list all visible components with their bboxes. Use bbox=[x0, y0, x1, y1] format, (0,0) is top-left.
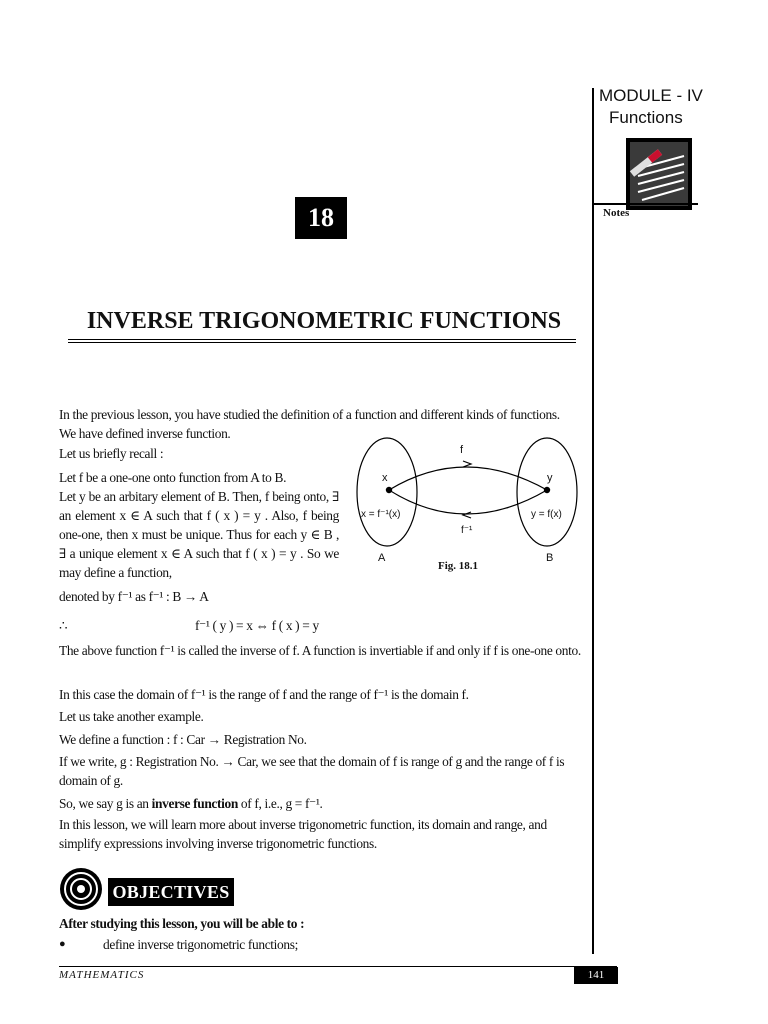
body-paragraph-2: In this case the domain of f⁻¹ is the range of f and the range of f⁻¹ is the domain f. bbox=[59, 687, 469, 702]
notes-pencil-icon bbox=[626, 138, 692, 210]
fig-label-f: f bbox=[460, 444, 464, 456]
fig-label-y-eq: y = f(x) bbox=[531, 509, 562, 520]
objectives-item-1: define inverse trigonometric functions; bbox=[103, 937, 298, 952]
body-paragraph-7: In this lesson, we will learn more about inverse trigonometric function, its domain and range, and simplify expressions involving inverse trigonometric functions. bbox=[59, 817, 547, 851]
figure-18-1 bbox=[355, 436, 585, 570]
p6-bold-term: inverse function bbox=[151, 796, 238, 811]
p6-text-post: of f, i.e., g = f⁻¹. bbox=[237, 796, 323, 811]
arrow-f bbox=[389, 467, 547, 490]
intro-line-4: Let f be a one-one onto function from A to B. bbox=[59, 470, 287, 485]
body-paragraph-3: Let us take another example. bbox=[59, 709, 204, 724]
arrow-f-inverse bbox=[389, 490, 547, 514]
intro-line-2: We have defined inverse function. bbox=[59, 426, 231, 441]
objectives-bullet: ● bbox=[59, 938, 66, 950]
title-underline-2 bbox=[68, 342, 576, 343]
therefore-symbol: ∴ bbox=[59, 618, 68, 633]
fig-label-x-eq: x = f⁻¹(x) bbox=[361, 509, 401, 520]
fig-label-x: x bbox=[382, 472, 388, 484]
inverse-equation: f⁻¹ ( y ) = x ⇔ f ( x ) = y bbox=[195, 618, 319, 633]
denoted-by-line: denoted by f⁻¹ as f⁻¹ : B → A bbox=[59, 589, 209, 604]
fig-label-f-inverse: f⁻¹ bbox=[461, 525, 473, 536]
notes-column-rule bbox=[592, 88, 594, 954]
body-paragraph-6 bbox=[59, 794, 322, 813]
fig-label-set-a: A bbox=[378, 552, 386, 564]
intro-line-1: In the previous lesson, you have studied the definition of a function and different kinds of functions. bbox=[59, 407, 560, 422]
objectives-heading: OBJECTIVES bbox=[108, 878, 234, 906]
notes-rule bbox=[594, 203, 698, 205]
page-number: 141 bbox=[574, 967, 618, 984]
body-paragraph-1: The above function f⁻¹ is called the inverse of f. A function is invertiable if and only if f is one-one onto. bbox=[59, 643, 581, 658]
footer-subject: MATHEMATICS bbox=[59, 969, 145, 981]
intro-line-3: Let us briefly recall : bbox=[59, 446, 164, 461]
objectives-target-icon bbox=[59, 867, 103, 911]
figure-caption: Fig. 18.1 bbox=[438, 560, 479, 572]
footer-rule bbox=[59, 966, 617, 967]
module-label: MODULE - IV bbox=[599, 86, 703, 105]
module-topic: Functions bbox=[609, 108, 683, 127]
objectives-lead: After studying this lesson, you will be able to : bbox=[59, 916, 305, 931]
notes-label: Notes bbox=[603, 207, 630, 219]
fig-label-set-b: B bbox=[546, 552, 554, 564]
body-paragraph-5: If we write, g : Registration No. → Car, we see that the domain of f is range of g and the range of f is domain of g. bbox=[59, 754, 565, 788]
chapter-title: INVERSE TRIGONOMETRIC FUNCTIONS bbox=[86, 308, 562, 334]
intro-paragraph: Let y be an arbitary element of B. Then, f being onto, ∃ an element x ∈ A such that f ( x ) = y . Also, f being one-one, then x must be unique. Thus for each y ∈ B , ∃ a unique element x ∈ A such that f ( x ) = y . So we may define a function, bbox=[59, 489, 339, 580]
p6-text-pre: So, we say g is an bbox=[59, 796, 152, 811]
chapter-number: 18 bbox=[295, 197, 347, 239]
fig-label-y: y bbox=[547, 472, 553, 484]
title-underline bbox=[68, 339, 576, 340]
body-paragraph-4: We define a function : f : Car → Registration No. bbox=[59, 732, 307, 747]
